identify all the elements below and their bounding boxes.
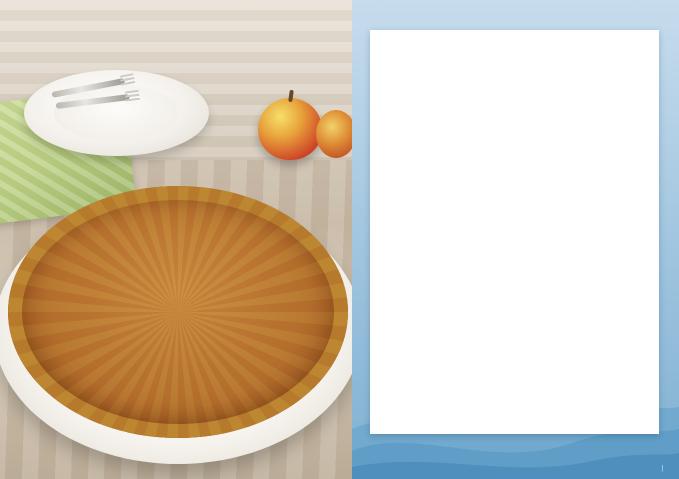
apple-secondary bbox=[316, 110, 352, 158]
apple bbox=[258, 98, 322, 160]
recipe-page bbox=[352, 0, 679, 479]
steps-column bbox=[479, 49, 645, 50]
tart-crust bbox=[8, 186, 348, 438]
apple-rose-tart bbox=[8, 186, 348, 438]
folio bbox=[658, 465, 667, 472]
recipe-card bbox=[370, 30, 659, 434]
recipe-columns bbox=[384, 49, 645, 50]
ingredients-column bbox=[384, 49, 470, 50]
folio-separator: | bbox=[661, 465, 664, 472]
